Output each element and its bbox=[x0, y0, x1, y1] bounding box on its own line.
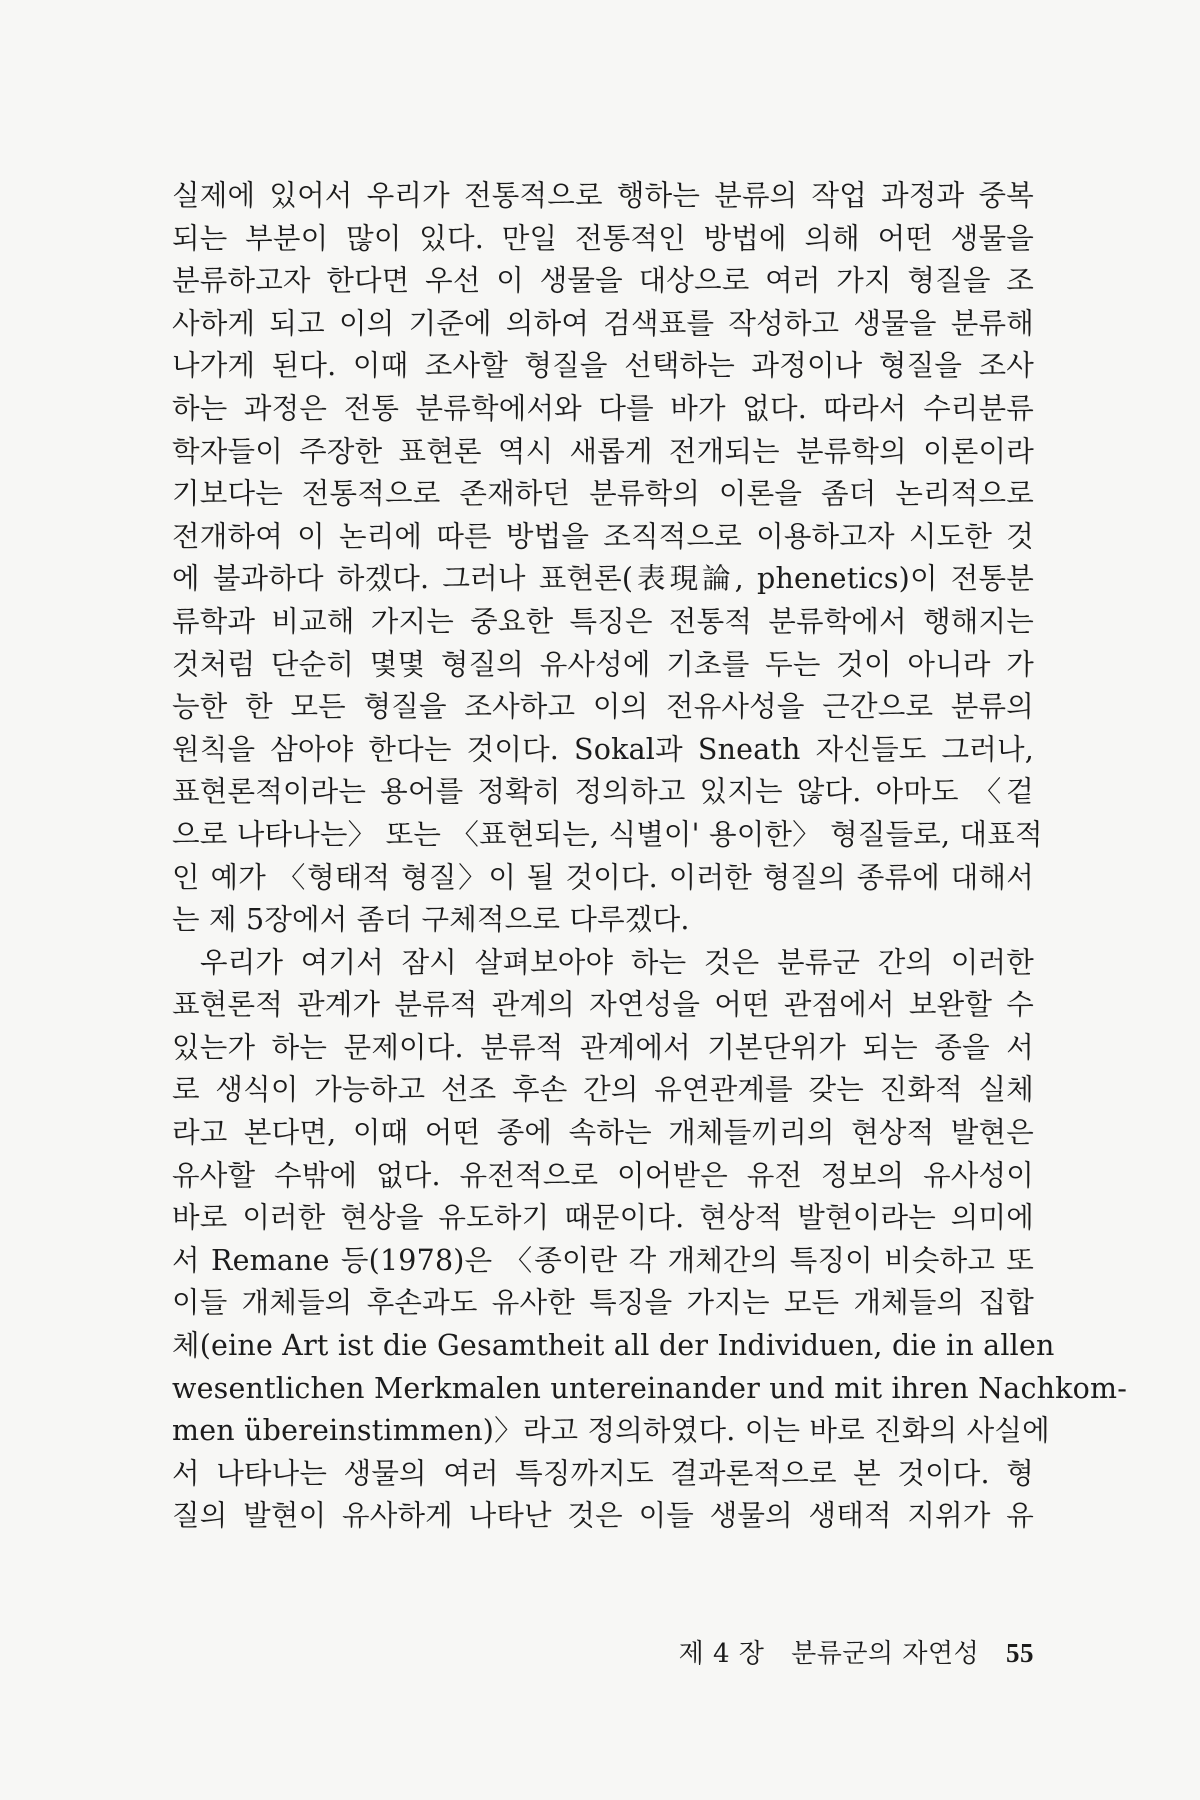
text-line: 되는 부분이 많이 있다. 만일 전통적인 방법에 의해 어떤 생물을 bbox=[172, 221, 1034, 255]
text-line: 인 예가 〈형태적 형질〉이 될 것이다. 이러한 형질의 종류에 대해서 bbox=[172, 860, 1034, 894]
text-line: 하는 과정은 전통 분류학에서와 다를 바가 없다. 따라서 수리분류 bbox=[172, 391, 1034, 425]
text-line: 체(eine Art ist die Gesamtheit all der Individuen, die in allen bbox=[172, 1329, 1055, 1363]
text-line: wesentlichen Merkmalen untereinander und mit ihren Nachkom- bbox=[172, 1371, 1128, 1405]
text-line: 표현론적이라는 용어를 정확히 정의하고 있지는 않다. 아마도 〈겉 bbox=[172, 775, 1034, 809]
text-line: 에 불과하다 하겠다. 그러나 표현론(表現論, phenetics)이 전통분 bbox=[172, 562, 1034, 596]
text-line: 질의 발현이 유사하게 나타난 것은 이들 생물의 생태적 지위가 유 bbox=[172, 1499, 1034, 1533]
text-line: 분류하고자 한다면 우선 이 생물을 대상으로 여러 가지 형질을 조 bbox=[172, 264, 1034, 298]
text-line: 학자들이 주장한 표현론 역시 새롭게 전개되는 분류학의 이론이라 bbox=[172, 434, 1034, 468]
text-line: 기보다는 전통적으로 존재하던 분류학의 이론을 좀더 논리적으로 bbox=[172, 477, 1034, 511]
page-number: 55 bbox=[1006, 1638, 1034, 1668]
chapter-number: 제 4 장 bbox=[678, 1639, 765, 1669]
text-line: 으로 나타나는〉 또는 〈표현되는, 식별이' 용이한〉 형질들로, 대표적 bbox=[172, 817, 1043, 851]
running-footer bbox=[648, 1633, 1034, 1670]
text-line: men übereinstimmen)〉라고 정의하였다. 이는 바로 진화의 사실에 bbox=[172, 1414, 1050, 1448]
text-line: 라고 본다면, 이때 어떤 종에 속하는 개체들끼리의 현상적 발현은 bbox=[172, 1116, 1034, 1150]
text-line: 류학과 비교해 가지는 중요한 특징은 전통적 분류학에서 행해지는 bbox=[172, 604, 1034, 638]
text-line: 나가게 된다. 이때 조사할 형질을 선택하는 과정이나 형질을 조사 bbox=[172, 349, 1034, 383]
text-line: 는 제 5장에서 좀더 구체적으로 다루겠다. bbox=[172, 903, 690, 937]
text-line: 것처럼 단순히 몇몇 형질의 유사성에 기초를 두는 것이 아니라 가 bbox=[172, 647, 1034, 681]
text-line: 우리가 여기서 잠시 살펴보아야 하는 것은 분류군 간의 이러한 bbox=[200, 945, 1034, 979]
text-line: 능한 한 모든 형질을 조사하고 이의 전유사성을 근간으로 분류의 bbox=[172, 690, 1034, 724]
text-line: 로 생식이 가능하고 선조 후손 간의 유연관계를 갖는 진화적 실체 bbox=[172, 1073, 1034, 1107]
text-line: 유사할 수밖에 없다. 유전적으로 이어받은 유전 정보의 유사성이 bbox=[172, 1158, 1034, 1192]
text-line: 서 나타나는 생물의 여러 특징까지도 결과론적으로 본 것이다. 형 bbox=[172, 1456, 1034, 1490]
text-line: 실제에 있어서 우리가 전통적으로 행하는 분류의 작업 과정과 중복 bbox=[172, 179, 1034, 212]
text-line: 표현론적 관계가 분류적 관계의 자연성을 어떤 관점에서 보완할 수 bbox=[172, 988, 1034, 1022]
text-line: 원칙을 삼아야 한다는 것이다. Sokal과 Sneath 자신들도 그러나, bbox=[172, 732, 1034, 766]
text-line: 있는가 하는 문제이다. 분류적 관계에서 기본단위가 되는 종을 서 bbox=[172, 1030, 1034, 1064]
chapter-title: 분류군의 자연성 bbox=[791, 1639, 980, 1669]
text-line: 서 Remane 등(1978)은 〈종이란 각 개체간의 특징이 비슷하고 또 bbox=[172, 1243, 1034, 1277]
text-line: 바로 이러한 현상을 유도하기 때문이다. 현상적 발현이라는 의미에 bbox=[172, 1201, 1034, 1235]
text-line: 전개하여 이 논리에 따른 방법을 조직적으로 이용하고자 시도한 것 bbox=[172, 519, 1034, 553]
text-line: 이들 개체들의 후손과도 유사한 특징을 가지는 모든 개체들의 집합 bbox=[172, 1286, 1034, 1320]
text-line: 사하게 되고 이의 기준에 의하여 검색표를 작성하고 생물을 분류해 bbox=[172, 306, 1034, 340]
body-text bbox=[172, 175, 1128, 1538]
